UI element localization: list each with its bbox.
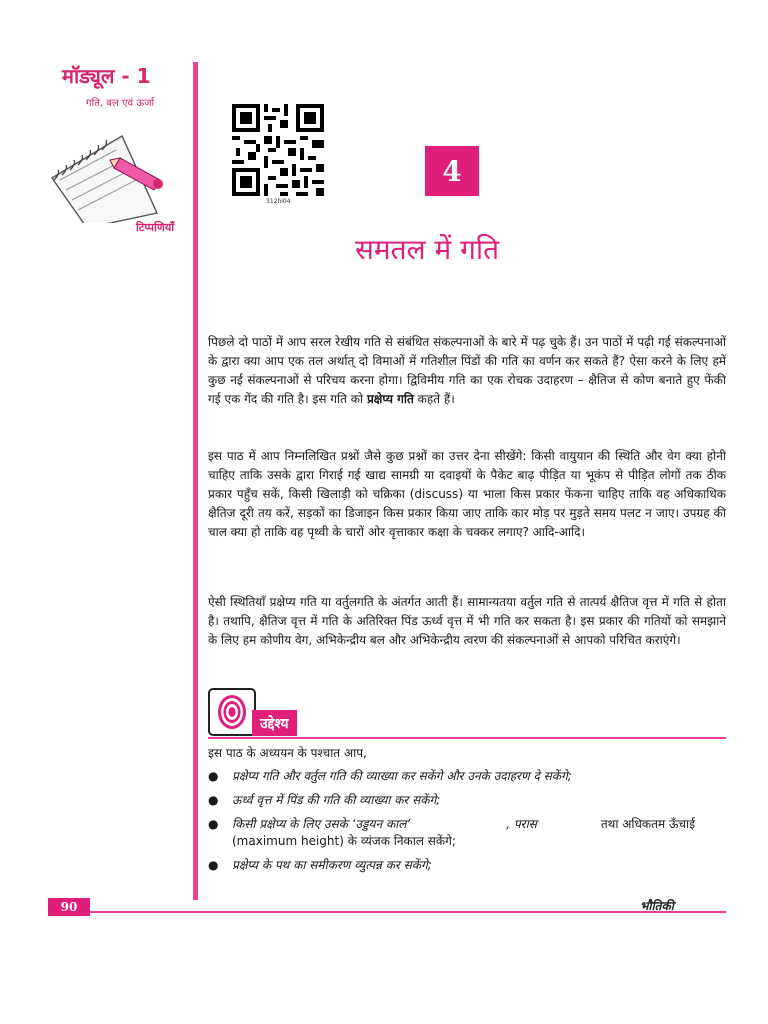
motion-types-paragraph: ऐसी स्थितियाँ प्रक्षेप्य गति या वर्तुलगति के अंतर्गत आती हैं। सामान्यतया वर्तुल गति से तात्पर्य क्षैतिज वृत्त में गति से होता है। तथापि, क्षैतिज वृत्त में गति के अतिरिक्त पिंड ऊर्ध्व वृत्त में भी गति कर सकता है। इस प्रकार की गतियों को समझाने के लिए हम कोणीय वेग, अभिकेन्द्रीय बल और अभिकेन्द्रीय त्वरण की संकल्पनाओं से आपको परिचित कराएंगे। xyxy=(208,595,726,647)
objective-text: किसी प्रक्षेप्य के लिए उसके ‘उड्डयन काल’ xyxy=(232,817,411,831)
chapter-title: समतल में गति xyxy=(355,233,500,266)
para1-text: पिछले दो पाठों में आप सरल रेखीय गति से संबंधित संकल्पनाओं के बारे में पढ़ चुके हैं। उन पाठों में पढ़ी गई संकल्पनाओं के द्वारा क्या आप एक तल अर्थात् दो विमाओं में गतिशील पिंडों की गति का वर्णन कर सकते हैं? ऐसा करने के लिए हमें कुछ नई संकल्पनाओं से परिचय करना होगा। द्विविमीय गति का एक रोचक उदाहरण – क्षैतिज से कोण बनाते हुए फेंकी गई एक गेंद की गति है। इस गति को xyxy=(208,335,726,406)
objectives-heading: उद्देश्य xyxy=(252,710,297,736)
objective-text: प्रक्षेप्य गति और वर्तुल गति की व्याख्या कर सकेंगे और उनके उदाहरण दे सकेंगे; xyxy=(232,769,572,783)
sidebar-rule xyxy=(193,62,198,900)
notes-label: टिप्पणियाँ xyxy=(136,221,175,234)
qr-code-icon[interactable] xyxy=(232,104,324,196)
bullet: ● xyxy=(208,769,219,783)
objective-item xyxy=(208,857,726,874)
footer-rule xyxy=(48,911,726,913)
objectives-intro: इस पाठ के अध्ययन के पश्चात आप, xyxy=(208,746,367,760)
footer-subject: भौतिकी xyxy=(640,899,674,913)
bullet: ● xyxy=(208,817,219,831)
objective-text: प्रक्षेप्य के पथ का समीकरण व्युत्पन्न कर सकेंगे; xyxy=(232,858,432,872)
bullet: ● xyxy=(208,793,219,807)
notepad-pencil-icon xyxy=(42,118,192,223)
para1-term: प्रक्षेप्य गति xyxy=(366,392,414,406)
objective-text: , परास xyxy=(506,817,537,831)
page-number: 90 xyxy=(48,898,90,916)
para1-end: कहते हैं। xyxy=(417,392,455,406)
objective-text: तथा अधिकतम ऊँचाई (maximum height) के व्यंजक निकाल सकेंगे; xyxy=(232,817,695,848)
objective-item xyxy=(208,816,726,850)
objectives-rule xyxy=(208,737,726,739)
objective-text: ऊर्ध्व वृत्त में पिंड की गति की व्याख्या कर सकेंगे; xyxy=(232,793,441,807)
intro-paragraph xyxy=(208,333,726,409)
qr-code-label: 312hi04 xyxy=(266,198,291,205)
target-icon xyxy=(208,688,256,736)
module-subtitle: गति, बल एवं ऊर्जा xyxy=(86,98,155,109)
objective-item xyxy=(208,792,726,809)
objective-item xyxy=(208,768,726,785)
module-title: मॉड्यूल - 1 xyxy=(62,64,151,88)
questions-paragraph: इस पाठ में आप निम्नलिखित प्रश्नों जैसे कुछ प्रश्नों का उत्तर देना सीखेंगे: किसी वायुयान की स्थिति और वेग क्या होनी चाहिए ताकि उसके द्वारा गिराई गई खाद्य सामग्री या दवाइयों के पैकेट बाढ़ पीड़ित या भूकंप से पीड़ित लोगों तक ठीक प्रकार पहुँच सकें, किसी खिलाड़ी को चक्रिका (discuss) या भाला किस प्रकार फेंकना चाहिए ताकि वह अधिकाधिक क्षैतिज दूरी तय करें, सड़कों का डिजाइन किस प्रकार किया जाए ताकि कार मोड़ पर मुड़ते समय पलट न जाए। उपग्रह की चाल क्या हो ताकि वह पृथ्वी के चारों ओर वृत्ताकार कक्षा के चक्कर लगाए? आदि-आदि। xyxy=(208,449,726,539)
chapter-number: 4 xyxy=(425,146,479,196)
objectives-list xyxy=(208,768,726,881)
bullet: ● xyxy=(208,858,219,872)
